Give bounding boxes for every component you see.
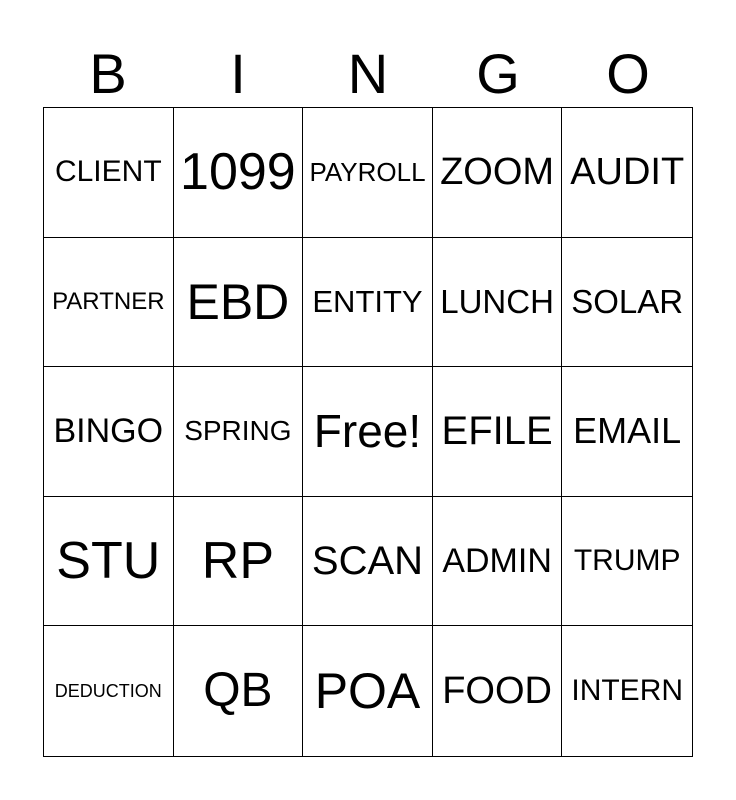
header-letter-o: O <box>606 42 650 105</box>
bingo-cell[interactable]: SPRING <box>174 367 304 497</box>
bingo-header <box>43 40 693 108</box>
bingo-board <box>43 107 693 757</box>
header-letter-n: N <box>347 42 389 105</box>
bingo-cell[interactable]: BINGO <box>44 367 174 497</box>
bingo-cell[interactable]: DEDUCTION <box>44 626 174 756</box>
bingo-cell[interactable]: QB <box>174 626 304 756</box>
bingo-cell[interactable]: AUDIT <box>562 108 692 238</box>
bingo-cell[interactable]: LUNCH <box>433 238 563 368</box>
bingo-cell[interactable]: SCAN <box>303 497 433 627</box>
bingo-cell[interactable]: EFILE <box>433 367 563 497</box>
header-letter-b: B <box>89 42 127 105</box>
bingo-cell[interactable]: TRUMP <box>562 497 692 627</box>
bingo-cell[interactable]: EMAIL <box>562 367 692 497</box>
bingo-cell[interactable]: PAYROLL <box>303 108 433 238</box>
header-letter-i: I <box>230 42 246 105</box>
bingo-cell[interactable]: CLIENT <box>44 108 174 238</box>
bingo-cell[interactable]: SOLAR <box>562 238 692 368</box>
bingo-cell[interactable]: ENTITY <box>303 238 433 368</box>
bingo-cell[interactable]: EBD <box>174 238 304 368</box>
bingo-cell[interactable]: RP <box>174 497 304 627</box>
bingo-cell[interactable]: FOOD <box>433 626 563 756</box>
bingo-cell[interactable]: STU <box>44 497 174 627</box>
bingo-cell[interactable]: 1099 <box>174 108 304 238</box>
bingo-cell-free[interactable]: Free! <box>303 367 433 497</box>
header-letter-g: G <box>476 42 520 105</box>
bingo-cell[interactable]: POA <box>303 626 433 756</box>
bingo-cell[interactable]: ZOOM <box>433 108 563 238</box>
bingo-cell[interactable]: PARTNER <box>44 238 174 368</box>
bingo-cell[interactable]: INTERN <box>571 674 684 708</box>
bingo-cell[interactable]: ADMIN <box>433 497 563 627</box>
